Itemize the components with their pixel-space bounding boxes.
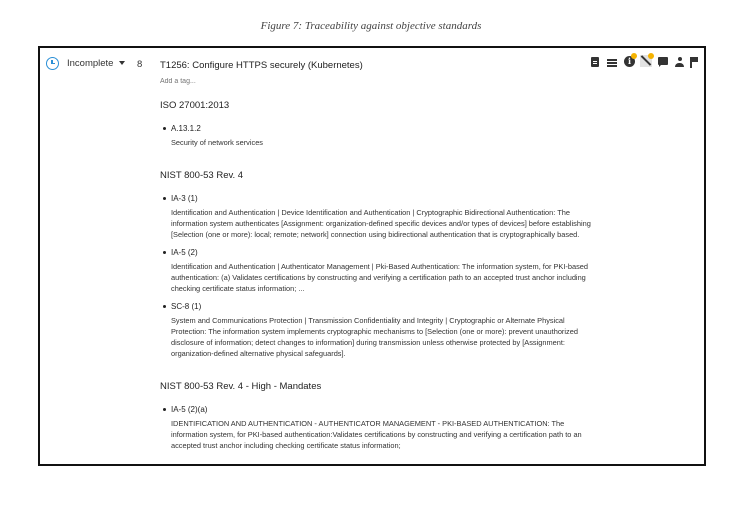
control-panel (38, 46, 706, 466)
flag-icon[interactable] (690, 57, 692, 68)
bullet (163, 127, 166, 130)
requirement-description: Security of network services (171, 138, 264, 147)
user-icon[interactable] (675, 57, 684, 68)
requirement-id: IA-5 (2) (171, 248, 198, 257)
standard-title: ISO 27001:2013 (160, 100, 230, 111)
requirement-id: IA-5 (2)(a) (171, 405, 208, 414)
notification-badge (648, 53, 654, 59)
figure-caption: Figure 7: Traceability against objective standards (260, 20, 482, 32)
requirement-item (160, 124, 600, 148)
requirement-description: IDENTIFICATION AND AUTHENTICATION - AUTHENTICATOR MANAGEMENT - PKI-BASED AUTHENTICATION: The information system, for PKI-based authentication:Validates certifications by constructing and verifying a certification path to an accepted trust anchor including checking certificate status information; (171, 419, 582, 450)
standard-section (160, 381, 600, 451)
requirement-item (160, 405, 600, 451)
requirement-description: Identification and Authentication | Authenticator Management | Pki-Based Authentication: The information system, for PKI-based authentication: (a) Validates certifications by constructing and verifying a certification path to an accepted trust anchor including checking certificate status information; ... (171, 262, 588, 293)
bullet (163, 197, 166, 200)
requirement-item (160, 248, 600, 294)
bullet (163, 251, 166, 254)
requirement-id: A.13.1.2 (171, 124, 201, 133)
requirement-description: Identification and Authentication | Device Identification and Authentication | Cryptographic Bidirectional Authentication: The information system authenticates [Assignment: organization-defined specific devices and/or types of devices] before establishing [Selection (one or more): local; remote; network] connection using bidirectional authentication that is cryptographically based. (171, 208, 591, 239)
status-dropdown[interactable] (46, 57, 113, 70)
item-count: 8 (137, 59, 143, 70)
standards-list (160, 100, 600, 466)
requirement-item (160, 302, 600, 359)
requirement-id: SC-8 (1) (171, 302, 202, 311)
bullet (163, 408, 166, 411)
notification-badge (631, 53, 637, 59)
info-icon[interactable]: i (624, 56, 635, 67)
standard-section (160, 100, 600, 148)
control-title: T1256: Configure HTTPS securely (Kubernetes) (160, 60, 363, 71)
standard-section (160, 170, 600, 359)
requirement-item (160, 194, 600, 240)
status-label: Incomplete (67, 58, 114, 69)
tag-input[interactable] (160, 78, 280, 85)
standard-title: NIST 800-53 Rev. 4 (160, 170, 244, 181)
requirement-id: IA-3 (1) (171, 194, 198, 203)
standard-title: NIST 800-53 Rev. 4 - High - Mandates (160, 381, 322, 392)
comment-icon[interactable] (658, 57, 668, 65)
chevron-down-icon[interactable] (119, 61, 125, 65)
requirement-description: System and Communications Protection | Transmission Confidentiality and Integrity | Cryptographic or Alternate Physical Protection: The information system implements cryptographic mechanisms to [Selection (one or more): prevent unauthorized disclosure of information; detect changes to information] during transmission unless otherwise protected by [Assignment: organization-defined alternative physical safeguards]. (171, 316, 578, 358)
list-icon[interactable] (607, 59, 617, 61)
document-icon[interactable] (591, 57, 599, 67)
bullet (163, 305, 166, 308)
clock-icon (46, 57, 59, 70)
